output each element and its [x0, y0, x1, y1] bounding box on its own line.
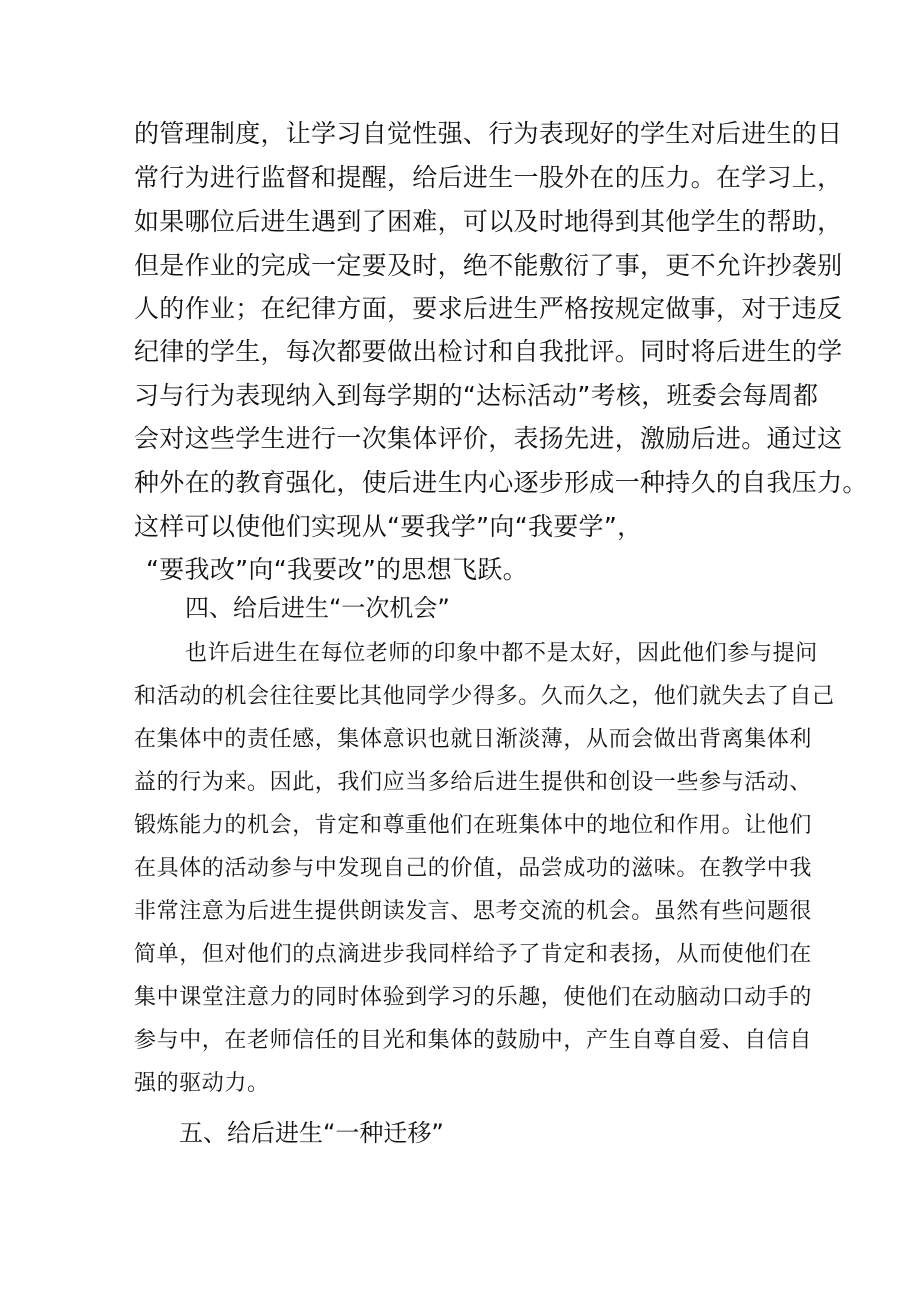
paragraph-line: 如果哪位后进生遇到了困难，可以及时地得到其他学生的帮助， — [134, 207, 843, 236]
paragraph-line: 参与中，在老师信任的目光和集体的鼓励中，产生自尊自爱、自信自 — [134, 1028, 813, 1053]
paragraph-line: 锻炼能力的机会，肯定和尊重他们在班集体中的地位和作用。让他们 — [134, 813, 813, 838]
paragraph-line: 益的行为来。因此，我们应当多给后进生提供和创设一些参与活动、 — [134, 770, 813, 795]
paragraph-line: 常行为进行监督和提醒，给后进生一股外在的压力。在学习上， — [134, 163, 843, 192]
paragraph-line: 这样可以使他们实现从“要我学”向“我要学”， — [134, 512, 643, 541]
paragraph-line: 人的作业；在纪律方面，要求后进生严格按规定做事，对于违反 — [134, 294, 843, 323]
paragraph-line: 但是作业的完成一定要及时，绝不能敷衍了事，更不允许抄袭别 — [134, 251, 843, 280]
paragraph-line: 和活动的机会往往要比其他同学少得多。久而久之，他们就失去了自己 — [134, 684, 835, 709]
paragraph-line: 会对这些学生进行一次集体评价，表扬先进，激励后进。通过这 — [134, 424, 843, 453]
paragraph-line: 非常注意为后进生提供朗读发言、思考交流的机会。虽然有些问题很 — [134, 899, 813, 924]
paragraph-line: 也许后进生在每位老师的印象中都不是太好，因此他们参与提问 — [185, 641, 818, 666]
section-heading-4: 四、给后进生“一次机会” — [185, 594, 450, 622]
paragraph-line: 种外在的教育强化，使后进生内心逐步形成一种持久的自我压力。 — [134, 468, 868, 497]
paragraph-line: 的管理制度，让学习自觉性强、行为表现好的学生对后进生的日 — [134, 119, 843, 148]
paragraph-line: 集中课堂注意力的同时体验到学习的乐趣，使他们在动脑动口动手的 — [134, 985, 813, 1010]
paragraph-line: 在具体的活动参与中发现自己的价值，品尝成功的滋味。在教学中我 — [134, 856, 813, 881]
paragraph-line: 简单，但对他们的点滴进步我同样给予了肯定和表扬，从而使他们在 — [134, 942, 813, 967]
paragraph-line: 习与行为表现纳入到每学期的“达标活动”考核，班委会每周都 — [134, 381, 819, 410]
paragraph-line: 纪律的学生，每次都要做出检讨和自我批评。同时将后进生的学 — [134, 337, 843, 366]
paragraph-line: 在集体中的责任感，集体意识也就日渐淡薄，从而会做出背离集体利 — [134, 727, 813, 752]
paragraph-line: “要我改”向“我要改”的思想飞跃。 — [146, 555, 528, 584]
paragraph-line: 强的驱动力。 — [134, 1071, 270, 1096]
section-heading-5: 五、给后进生“一种迁移” — [179, 1119, 444, 1147]
